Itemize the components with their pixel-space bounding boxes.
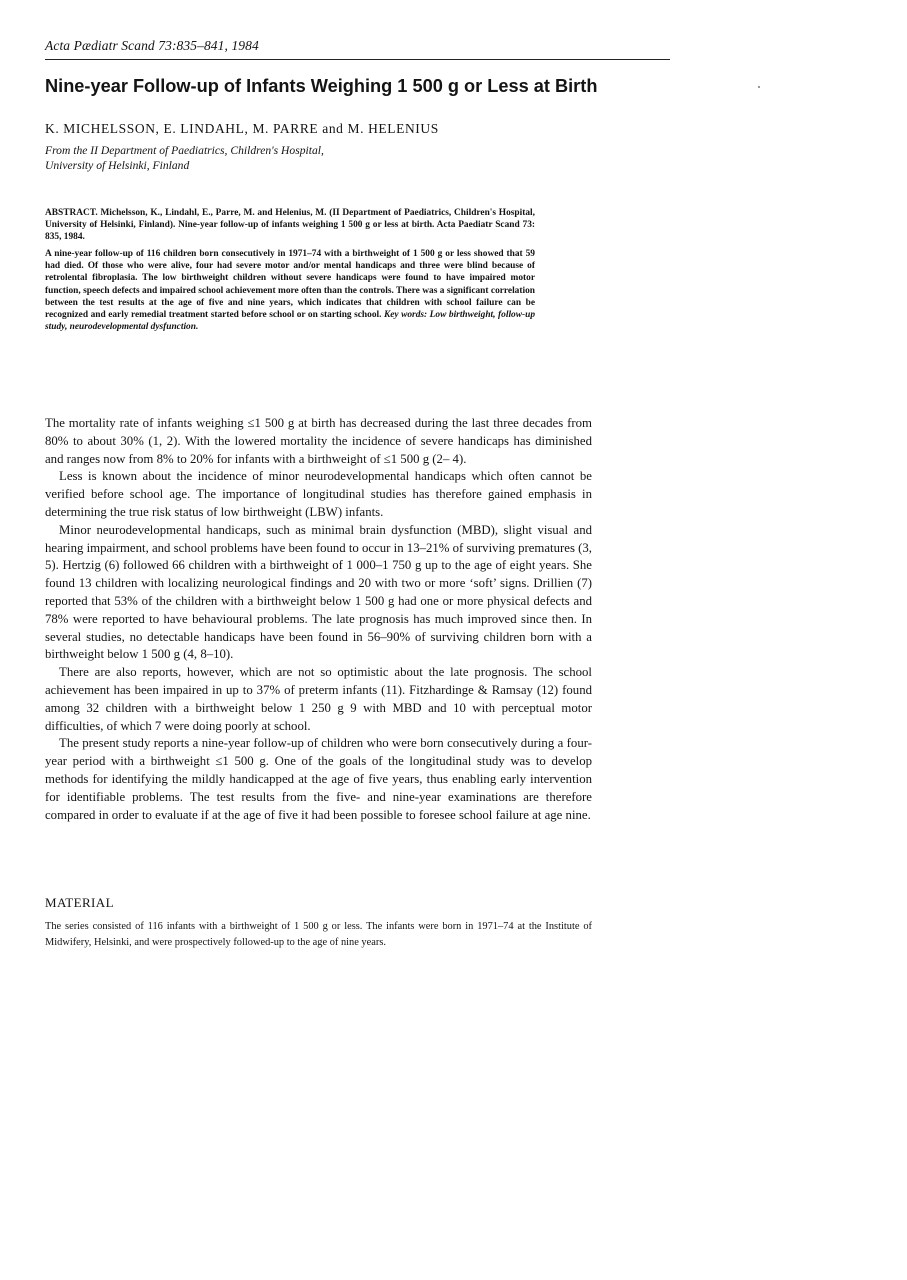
body-paragraph: The mortality rate of infants weighing ≤1 500 g at birth has decreased during the last three decades from 80% to about 30% (1, 2). With the lowered mortality the incidence of severe handicaps has diminished and ranges now from 8% to 20% for infants with a birthweight of ≤1 500 g (2– 4).	[45, 416, 592, 466]
body-paragraph: Minor neurodevelopmental handicaps, such as minimal brain dysfunction (MBD), slight visual and hearing impairment, and school problems have been found to occur in 13–21% of surviving prematures (3, 5). Hertzig (6) followed 66 children with a birthweight of 1 000–1 750 g up to the age of eight years. She found 13 children with localizing neurological findings and 20 with two or more ‘soft’ signs. Drillien (7) reported that 53% of the children with a birthweight below 1 500 g had one or more physical defects and 78% were reported to have behavioural problems. The late prognosis has much improved since then. In several studies, no detectable handicaps have been found in 56–90% of surviving children born with a birthweight below 1 500 g (4, 8–10).	[45, 522, 592, 662]
affiliation	[45, 144, 605, 173]
material-text: The series consisted of 116 infants with a birthweight of 1 500 g or less. The infants were born in 1971–74 at the Institute of Midwifery, Helsinki, and were prospectively followed-up to the age of nine years.	[45, 921, 592, 948]
abstract-block	[45, 207, 535, 333]
journal-citation-header: Acta Pædiatr Scand 73:835–841, 1984	[45, 38, 259, 53]
material-section	[45, 919, 592, 950]
author-list: K. MICHELSSON, E. LINDAHL, M. PARRE and M. HELENIUS	[45, 121, 439, 136]
abstract-keywords: Key words: Low birthweight, follow-up study, neurodevelopmental dysfunction.	[45, 309, 536, 332]
body-text	[45, 415, 592, 824]
header-rule	[45, 59, 670, 60]
article-title: Nine-year Follow-up of Infants Weighing 1 500 g or Less at Birth	[45, 76, 598, 96]
scan-speck	[758, 86, 760, 88]
abstract-body: A nine-year follow-up of 116 children born consecutively in 1971–74 with a birthweight of 1 500 g or less showed that 59 had died. Of those who were alive, four had severe motor and/or mental handicaps and three were blind because of retrolental fibroplasia. The low birthweight children without severe handicaps were found to have impaired motor function, speech defects and impaired school achievement more often than the controls. There was a significant correlation between the test results at the age of five and nine years, which indicates that children with school failure can be recognized and early remedial treatment started before school or on starting school.	[45, 249, 535, 320]
body-paragraph: Less is known about the incidence of minor neurodevelopmental handicaps which often cannot be verified before school age. The importance of longitudinal studies has therefore gained emphasis in determining the true risk status of low birthweight (LBW) infants.	[45, 469, 592, 519]
affiliation-line: From the II Department of Paediatrics, Children's Hospital,	[45, 144, 324, 157]
abstract-text	[45, 248, 535, 333]
section-heading-material: MATERIAL	[45, 895, 114, 910]
body-paragraph: The present study reports a nine-year follow-up of children who were born consecutively during a four-year period with a birthweight ≤1 500 g. One of the goals of the longitudinal study was to develop methods for identifying the mildly handicapped at the age of five years, thus enabling early intervention for identifiable problems. The test results from the five- and nine-year examinations are therefore compared in order to evaluate if at the age of five it had been possible to foresee school failure at age nine.	[45, 736, 592, 822]
abstract-citation: ABSTRACT. Michelsson, K., Lindahl, E., Parre, M. and Helenius, M. (II Department of Paediatrics, Children's Hospital, University of Helsinki, Finland). Nine-year follow-up of infants weighing 1 500 g or less at birth. Acta Paediatr Scand 73: 835, 1984.	[45, 208, 535, 243]
body-paragraph: There are also reports, however, which are not so optimistic about the late prognosis. The school achievement has been impaired in up to 37% of preterm infants (11). Fitzhardinge & Ramsay (12) found among 32 children with a birthweight below 1 250 g 9 with MBD and 10 with perceptual motor difficulties, of which 7 were doing poorly at school.	[45, 665, 592, 733]
affiliation-line: University of Helsinki, Finland	[45, 158, 190, 172]
